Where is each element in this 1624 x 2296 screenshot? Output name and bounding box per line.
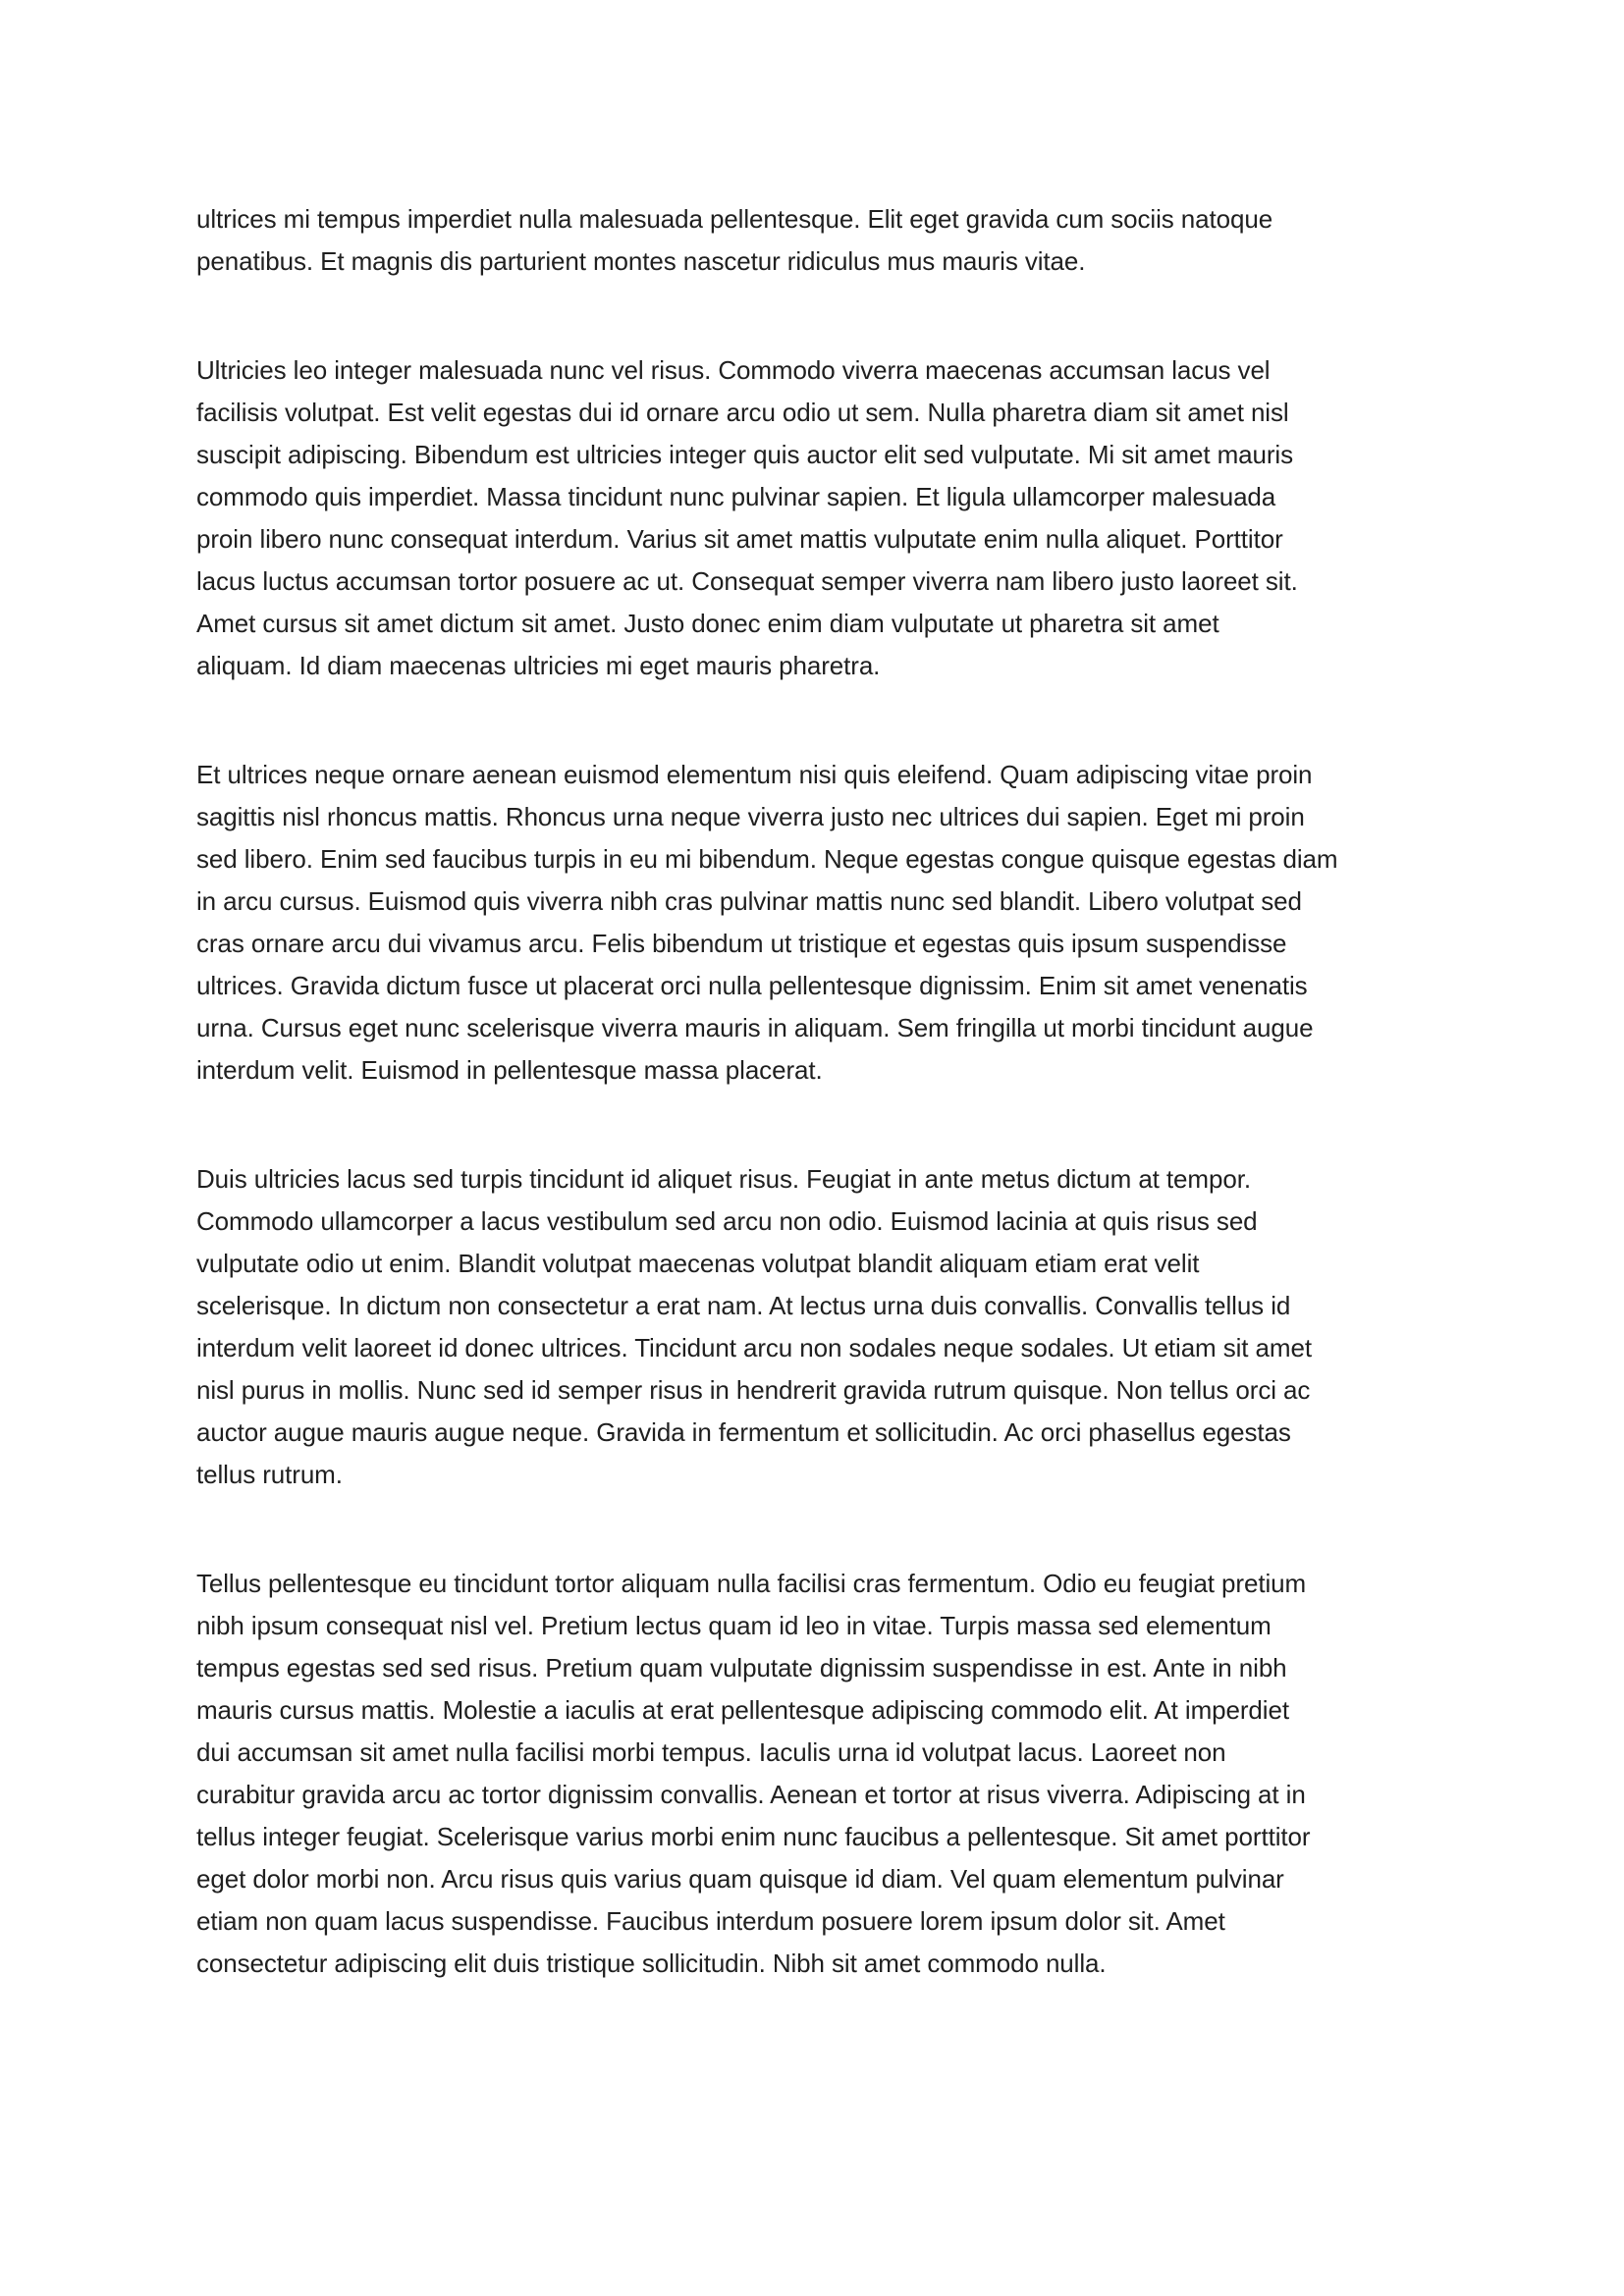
text-line: Tellus pellentesque eu tincidunt tortor aliquam nulla facilisi cras fermentum. Odio eu feugiat pretium	[196, 1569, 1307, 1598]
text-line: nibh ipsum consequat nisl vel. Pretium lectus quam id leo in vitae. Turpis massa sed elementum	[196, 1611, 1272, 1640]
text-line: aliquam. Id diam maecenas ultricies mi eget mauris pharetra.	[196, 651, 881, 680]
text-line: proin libero nunc consequat interdum. Varius sit amet mattis vulputate enim nulla aliquet. Porttitor	[196, 524, 1283, 554]
text-line: penatibus. Et magnis dis parturient montes nascetur ridiculus mus mauris vitae.	[196, 246, 1086, 276]
paragraph	[196, 1563, 1434, 1985]
text-line: curabitur gravida arcu ac tortor dignissim convallis. Aenean et tortor at risus viverra. Adipiscing at in	[196, 1780, 1306, 1809]
paragraph	[196, 754, 1434, 1092]
text-line: auctor augue mauris augue neque. Gravida in fermentum et sollicitudin. Ac orci phasellus egestas	[196, 1417, 1291, 1447]
text-line: vulputate odio ut enim. Blandit volutpat maecenas volutpat blandit aliquam etiam erat velit	[196, 1249, 1200, 1278]
paragraph	[196, 1158, 1434, 1496]
text-line: commodo quis imperdiet. Massa tincidunt nunc pulvinar sapien. Et ligula ullamcorper malesuada	[196, 482, 1276, 511]
text-line: consectetur adipiscing elit duis tristique sollicitudin. Nibh sit amet commodo nulla.	[196, 1949, 1107, 1978]
text-line: scelerisque. In dictum non consectetur a erat nam. At lectus urna duis convallis. Convallis tellus id	[196, 1291, 1291, 1320]
document-body	[196, 198, 1434, 1985]
text-line: Duis ultricies lacus sed turpis tincidunt id aliquet risus. Feugiat in ante metus dictum at tempor.	[196, 1164, 1251, 1194]
text-line: suscipit adipiscing. Bibendum est ultricies integer quis auctor elit sed vulputate. Mi sit amet mauris	[196, 440, 1293, 469]
paragraph	[196, 349, 1434, 687]
text-line: sed libero. Enim sed faucibus turpis in eu mi bibendum. Neque egestas congue quisque egestas diam	[196, 844, 1338, 874]
text-line: Ultricies leo integer malesuada nunc vel risus. Commodo viverra maecenas accumsan lacus vel	[196, 355, 1271, 385]
text-line: dui accumsan sit amet nulla facilisi morbi tempus. Iaculis urna id volutpat lacus. Laoreet non	[196, 1737, 1226, 1767]
text-line: cras ornare arcu dui vivamus arcu. Felis bibendum ut tristique et egestas quis ipsum suspendisse	[196, 929, 1287, 958]
text-line: lacus luctus accumsan tortor posuere ac ut. Consequat semper viverra nam libero justo laoreet sit.	[196, 566, 1298, 596]
text-line: Amet cursus sit amet dictum sit amet. Justo donec enim diam vulputate ut pharetra sit amet	[196, 609, 1219, 638]
text-line: ultrices. Gravida dictum fusce ut placerat orci nulla pellentesque dignissim. Enim sit amet venenatis	[196, 971, 1308, 1000]
text-line: in arcu cursus. Euismod quis viverra nibh cras pulvinar mattis nunc sed blandit. Libero volutpat sed	[196, 886, 1302, 916]
text-line: facilisis volutpat. Est velit egestas dui id ornare arcu odio ut sem. Nulla pharetra diam sit amet nisl	[196, 398, 1289, 427]
text-line: interdum velit laoreet id donec ultrices. Tincidunt arcu non sodales neque sodales. Ut etiam sit amet	[196, 1333, 1312, 1362]
text-line: interdum velit. Euismod in pellentesque massa placerat.	[196, 1055, 823, 1085]
text-line: nisl purus in mollis. Nunc sed id semper risus in hendrerit gravida rutrum quisque. Non tellus orci ac	[196, 1375, 1311, 1405]
paragraph	[196, 198, 1434, 283]
text-line: urna. Cursus eget nunc scelerisque viverra mauris in aliquam. Sem fringilla ut morbi tincidunt augue	[196, 1013, 1314, 1042]
text-line: eget dolor morbi non. Arcu risus quis varius quam quisque id diam. Vel quam elementum pulvinar	[196, 1864, 1284, 1894]
text-line: ultrices mi tempus imperdiet nulla malesuada pellentesque. Elit eget gravida cum sociis natoque	[196, 204, 1273, 234]
text-line: tellus rutrum.	[196, 1460, 343, 1489]
text-line: tellus integer feugiat. Scelerisque varius morbi enim nunc faucibus a pellentesque. Sit amet porttitor	[196, 1822, 1311, 1851]
text-line: etiam non quam lacus suspendisse. Faucibus interdum posuere lorem ipsum dolor sit. Amet	[196, 1906, 1225, 1936]
text-line: Et ultrices neque ornare aenean euismod elementum nisi quis eleifend. Quam adipiscing vitae proin	[196, 760, 1313, 789]
text-line: Commodo ullamcorper a lacus vestibulum sed arcu non odio. Euismod lacinia at quis risus sed	[196, 1206, 1258, 1236]
text-line: tempus egestas sed sed risus. Pretium quam vulputate dignissim suspendisse in est. Ante in nibh	[196, 1653, 1287, 1682]
text-line: sagittis nisl rhoncus mattis. Rhoncus urna neque viverra justo nec ultrices dui sapien. Eget mi proin	[196, 802, 1305, 831]
text-line: mauris cursus mattis. Molestie a iaculis at erat pellentesque adipiscing commodo elit. At imperdiet	[196, 1695, 1289, 1725]
